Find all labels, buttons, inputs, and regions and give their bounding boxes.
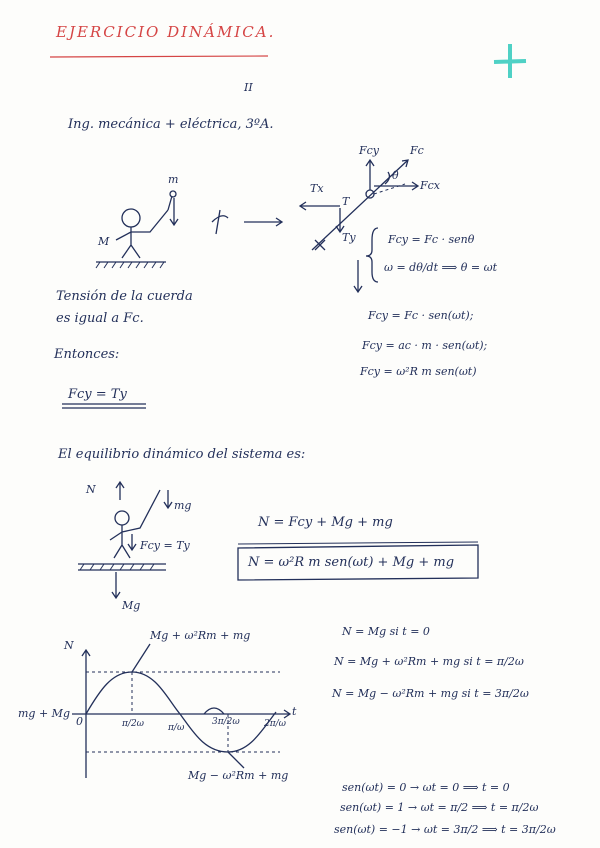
- N-equation-1: N = Fcy + Mg + mg: [258, 515, 393, 530]
- label-Fcx: Fcx: [420, 179, 440, 192]
- graph-t1: π/2ω: [122, 719, 145, 729]
- page-title: EJERCICIO DINÁMICA.: [56, 23, 276, 41]
- title-underline: [50, 56, 268, 57]
- case-2: N = Mg + ω²Rm + mg si t = π/2ω: [334, 655, 524, 668]
- label-Tx: Tx: [310, 182, 324, 195]
- tension-line-2: es igual a Fc.: [56, 311, 144, 326]
- label-m: m: [168, 173, 179, 186]
- note-2: sen(ωt) = 1 → ωt = π/2 ⟹ t = π/2ω: [340, 801, 539, 814]
- page-marker: II: [244, 81, 253, 94]
- graph-top-label: Mg + ω²Rm + mg: [150, 629, 251, 642]
- equation-brace: [366, 228, 378, 282]
- tension-line-1: Tensión de la cuerda: [56, 289, 193, 304]
- graph-t2: 3π/2ω: [212, 717, 240, 727]
- case-1: N = Mg si t = 0: [342, 625, 430, 638]
- label-Ty: Ty: [342, 231, 356, 244]
- graph-origin: 0: [76, 715, 83, 728]
- entonces-label: Entonces:: [54, 347, 120, 362]
- note-3: sen(ωt) = −1 → ωt = 3π/2 ⟹ t = 3π/2ω: [334, 823, 556, 836]
- rotation-symbol: [212, 210, 228, 234]
- graph-left-label: mg + Mg: [18, 707, 70, 720]
- label-Fcy: Fcy: [359, 144, 380, 157]
- label-Fc: Fc: [410, 144, 424, 157]
- graph-t4: 2π/ω: [264, 719, 287, 729]
- down-arrow: [354, 260, 362, 292]
- eq-1: Fcy = Fc · senθ: [388, 233, 475, 246]
- graph-bottom-label: Mg − ω²Rm + mg: [188, 769, 289, 782]
- label-Fcy-Ty: Fcy = Ty: [140, 539, 190, 552]
- graph-ylabel: N: [64, 639, 74, 652]
- eq-5: Fcy = ω²R m sen(ωt): [360, 365, 477, 378]
- boxed-equation: Fcy = Ty: [68, 387, 127, 402]
- eq-4: Fcy = ac · m · sen(ωt);: [362, 339, 488, 352]
- label-M: M: [98, 235, 110, 248]
- case-3: N = Mg − ω²Rm + mg si t = 3π/2ω: [332, 687, 529, 700]
- label-Mg: Mg: [122, 599, 141, 612]
- label-T: T: [342, 195, 350, 208]
- implies-arrow: [244, 218, 282, 226]
- graph-xlabel: t: [292, 705, 297, 718]
- eq-2: ω = dθ/dt ⟹ θ = ωt: [384, 261, 497, 274]
- stick-figure-1: [96, 191, 178, 268]
- label-mg: mg: [174, 499, 192, 512]
- subtitle: Ing. mecánica + eléctrica, 3ºA.: [68, 117, 274, 132]
- equilibrium-title: El equilibrio dinámico del sistema es:: [58, 447, 306, 462]
- label-theta: θ: [392, 169, 399, 182]
- plus-icon: [494, 44, 526, 78]
- label-N: N: [86, 483, 96, 496]
- eq-3: Fcy = Fc · sen(ωt);: [368, 309, 474, 322]
- note-1: sen(ωt) = 0 → ωt = 0 ⟹ t = 0: [342, 781, 510, 794]
- N-vs-t-graph: [72, 644, 290, 778]
- graph-t3: π/ω: [168, 723, 185, 733]
- boxed-eq-underline: [62, 404, 146, 408]
- N-equation-2: N = ω²R m sen(ωt) + Mg + mg: [248, 555, 455, 570]
